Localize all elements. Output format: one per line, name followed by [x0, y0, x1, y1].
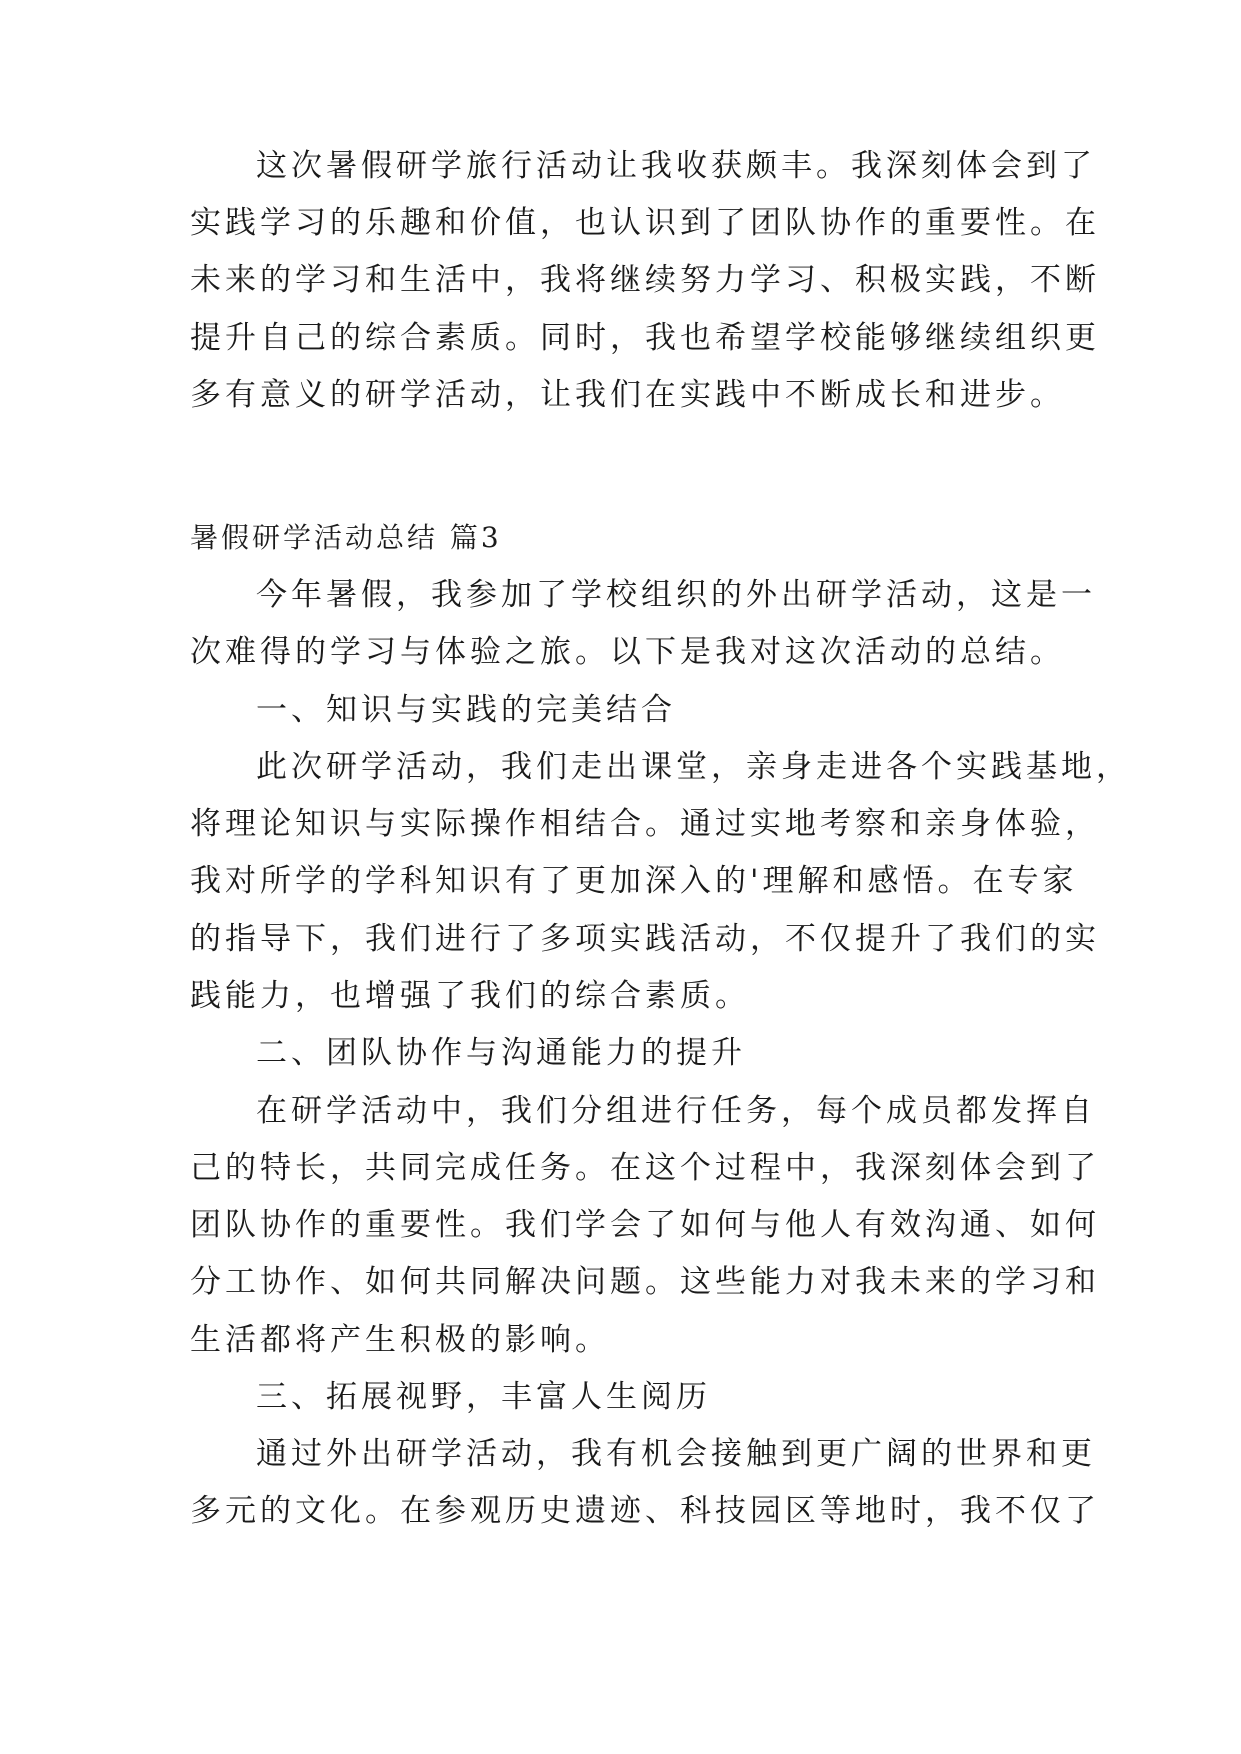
paragraph-line: 团队协作的重要性。我们学会了如何与他人有效沟通、如何: [190, 1207, 1100, 1243]
paragraph-line: 践能力，也增强了我们的综合素质。: [190, 978, 750, 1014]
paragraph-line: 次难得的学习与体验之旅。以下是我对这次活动的总结。: [190, 634, 1065, 670]
paragraph-line: 我对所学的学科知识有了更加深入的'理解和感悟。在专家: [190, 863, 1078, 899]
paragraph-line: 未来的学习和生活中，我将继续努力学习、积极实践，不断: [190, 262, 1100, 298]
subheading: 三、拓展视野，丰富人生阅历: [256, 1379, 711, 1415]
paragraph-line: 实践学习的乐趣和价值，也认识到了团队协作的重要性。在: [190, 205, 1100, 241]
paragraph-line: 今年暑假，我参加了学校组织的外出研学活动，这是一: [256, 577, 1096, 613]
paragraph-line: 多有意义的研学活动，让我们在实践中不断成长和进步。: [190, 377, 1065, 413]
paragraph-line: 生活都将产生积极的影响。: [190, 1322, 610, 1358]
paragraph-line: 分工协作、如何共同解决问题。这些能力对我未来的学习和: [190, 1264, 1100, 1300]
paragraph-line: 的指导下，我们进行了多项实践活动，不仅提升了我们的实: [190, 921, 1100, 957]
subheading: 一、知识与实践的完美结合: [256, 692, 676, 728]
paragraph-line: 在研学活动中，我们分组进行任务，每个成员都发挥自: [256, 1093, 1096, 1129]
paragraph-line: 多元的文化。在参观历史遗迹、科技园区等地时，我不仅了: [190, 1493, 1100, 1529]
paragraph-line: 通过外出研学活动，我有机会接触到更广阔的世界和更: [256, 1436, 1096, 1472]
subheading: 二、团队协作与沟通能力的提升: [256, 1035, 746, 1071]
paragraph-line: 此次研学活动，我们走出课堂，亲身走进各个实践基地，: [256, 749, 1131, 785]
paragraph-line: 将理论知识与实际操作相结合。通过实地考察和亲身体验，: [190, 806, 1100, 842]
paragraph-line: 己的特长，共同完成任务。在这个过程中，我深刻体会到了: [190, 1150, 1100, 1186]
paragraph-line: 这次暑假研学旅行活动让我收获颇丰。我深刻体会到了: [256, 148, 1096, 184]
section-title: 暑假研学活动总结 篇3: [190, 521, 502, 554]
paragraph-line: 提升自己的综合素质。同时，我也希望学校能够继续组织更: [190, 320, 1100, 356]
